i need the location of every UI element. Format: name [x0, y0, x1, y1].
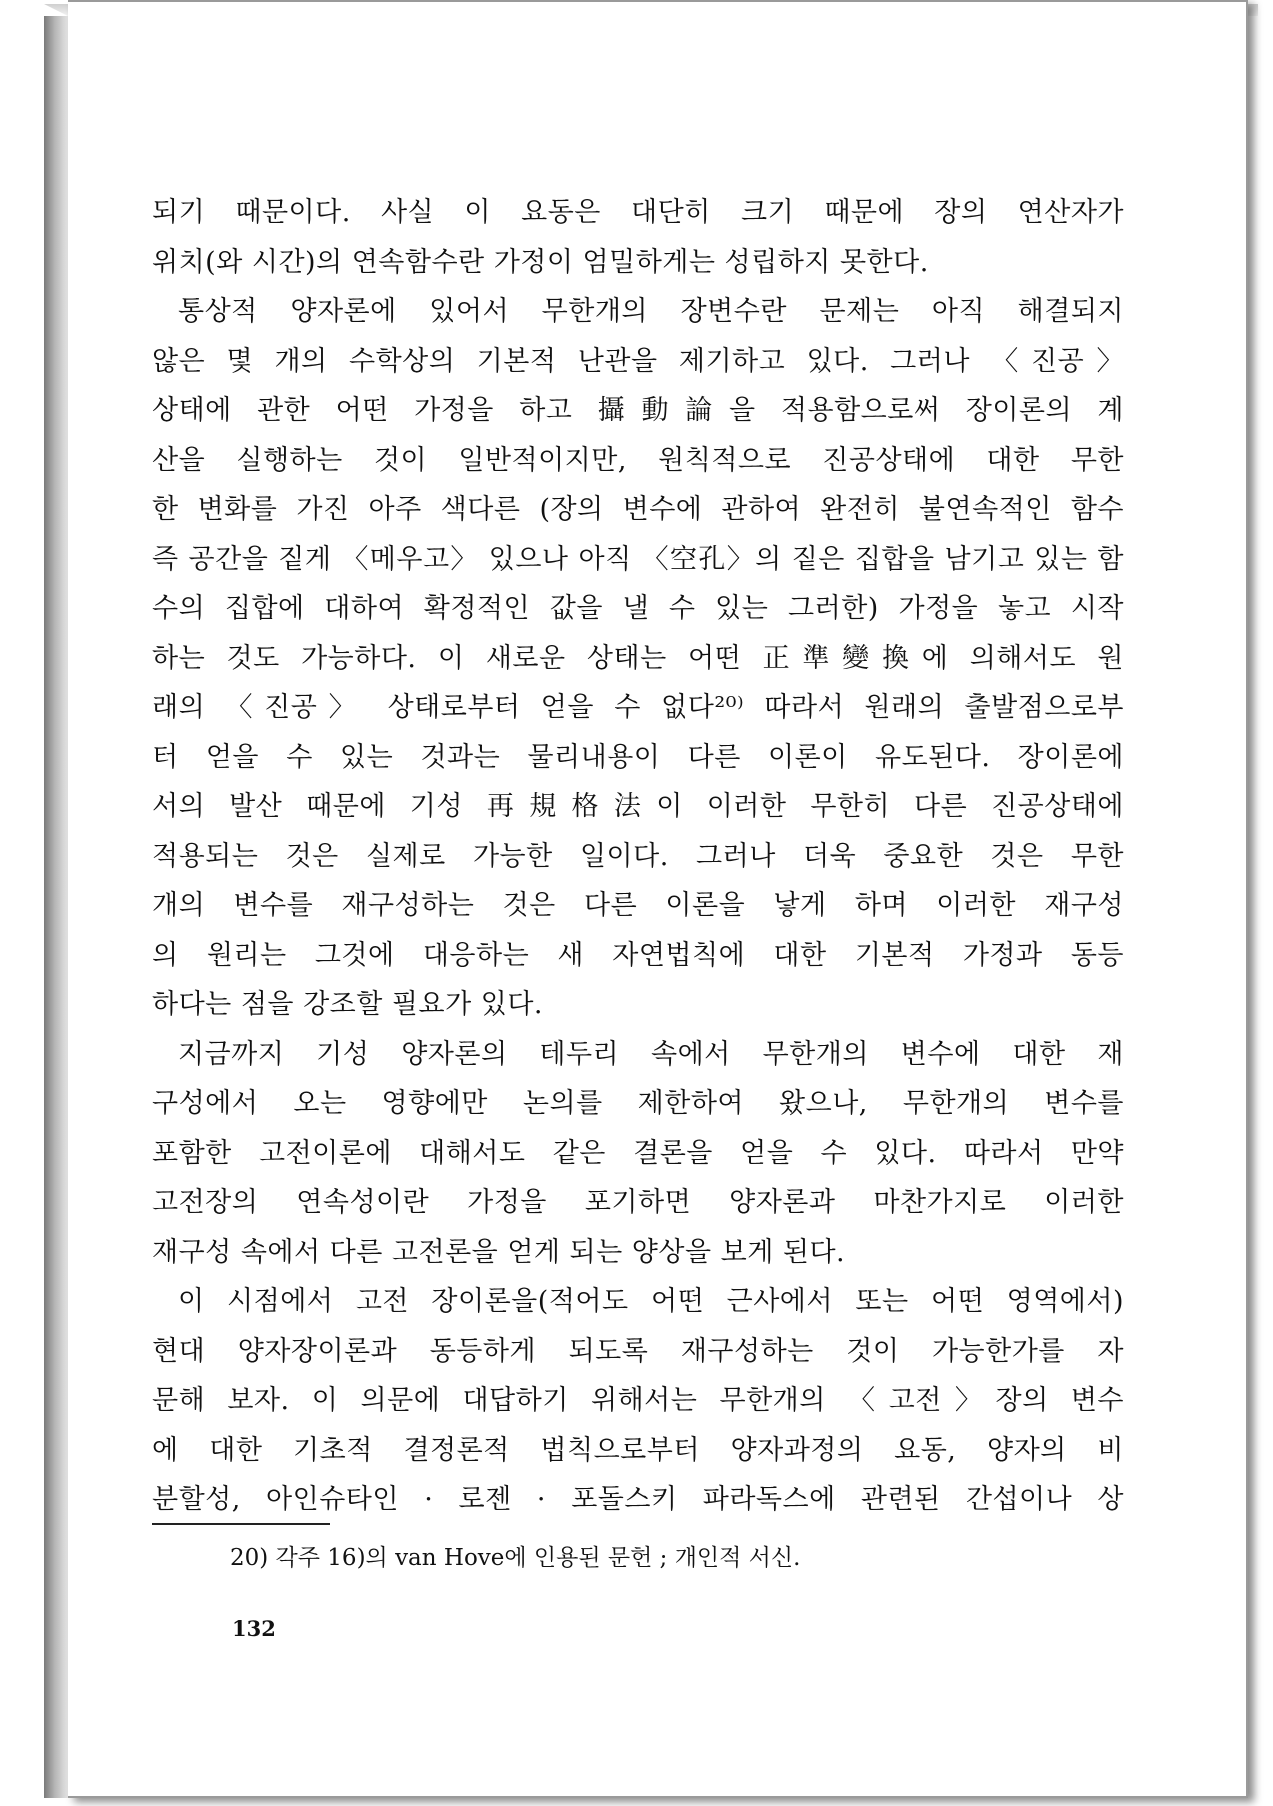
text-line: 재구성 속에서 다른 고전론을 얻게 되는 양상을 보게 된다. — [152, 1236, 846, 1268]
page-number: 132 — [232, 1616, 276, 1641]
text-line: 지금까지 기성 양자론의 테두리 속에서 무한개의 변수에 대한 재 — [178, 1038, 1124, 1070]
text-line: 하는 것도 가능하다. 이 새로운 상태는 어떤 正準變換에 의해서도 원 — [152, 642, 1124, 674]
body-text — [152, 188, 1124, 1525]
text-line: 위치(와 시간)의 연속함수란 가정이 엄밀하게는 성립하지 못한다. — [152, 246, 929, 278]
text-line: 한 변화를 가진 아주 색다른 (장의 변수에 관하여 완전히 불연속적인 함수 — [152, 494, 1124, 525]
text-line: 현대 양자장이론과 동등하게 되도록 재구성하는 것이 가능한가를 자 — [152, 1335, 1124, 1367]
text-line: 산을 실행하는 것이 일반적이지만, 원칙적으로 진공상태에 대한 무한 — [152, 444, 1124, 476]
text-line: 에 대한 기초적 결정론적 법칙으로부터 양자과정의 요동, 양자의 비 — [152, 1434, 1124, 1466]
text-line: 구성에서 오는 영향에만 논의를 제한하여 왔으나, 무한개의 변수를 — [152, 1088, 1124, 1119]
text-line: 의 원리는 그것에 대응하는 새 자연법칙에 대한 기본적 가정과 동등 — [152, 939, 1124, 971]
text-line: 적용되는 것은 실제로 가능한 일이다. 그러나 더욱 중요한 것은 무한 — [152, 840, 1124, 872]
text-line: 않은 몇 개의 수학상의 기본적 난관을 제기하고 있다. 그러나 〈진공〉 — [152, 345, 1124, 377]
text-line: 통상적 양자론에 있어서 무한개의 장변수란 문제는 아직 해결되지 — [178, 296, 1124, 327]
text-line: 즉 공간을 짙게 〈메우고〉 있으나 아직 〈空孔〉의 짙은 집합을 남기고 있는 함 — [152, 543, 1124, 575]
text-line: 문해 보자. 이 의문에 대답하기 위해서는 무한개의 〈고전〉장의 변수 — [152, 1385, 1124, 1416]
text-line: 하다는 점을 강조할 필요가 있다. — [152, 989, 543, 1020]
text-line: 포함한 고전이론에 대해서도 같은 결론을 얻을 수 있다. 따라서 만약 — [152, 1137, 1124, 1169]
text-line: 고전장의 연속성이란 가정을 포기하면 양자론과 마찬가지로 이러한 — [152, 1187, 1124, 1218]
text-line: 래의 〈진공〉 상태로부터 얻을 수 없다²⁰⁾ 따라서 원래의 출발점으로부 — [152, 692, 1124, 723]
text-line: 개의 변수를 재구성하는 것은 다른 이론을 낳게 하며 이러한 재구성 — [152, 890, 1124, 921]
book-spine-edge — [44, 16, 68, 1798]
footnote-divider — [152, 1523, 330, 1525]
text-line: 이 시점에서 고전 장이론을(적어도 어떤 근사에서 또는 어떤 영역에서) — [178, 1286, 1124, 1317]
text-line: 되기 때문이다. 사실 이 요동은 대단히 크기 때문에 장의 연산자가 — [152, 197, 1124, 228]
footnote: 20) 각주 16)의 van Hove에 인용된 문헌 ; 개인적 서신. — [230, 1545, 801, 1571]
text-line: 상태에 관한 어떤 가정을 하고 攝動論을 적용함으로써 장이론의 계 — [152, 395, 1124, 426]
text-line: 터 얻을 수 있는 것과는 물리내용이 다른 이론이 유도된다. 장이론에 — [152, 741, 1124, 773]
text-line: 수의 집합에 대하여 확정적인 값을 낼 수 있는 그러한) 가정을 놓고 시작 — [152, 593, 1124, 624]
text-line: 서의 발산 때문에 기성 再規格法이 이러한 무한히 다른 진공상태에 — [152, 791, 1124, 822]
text-line: 분할성, 아인슈타인 · 로젠 · 포돌스키 파라독스에 관련된 간섭이나 상 — [152, 1484, 1124, 1515]
